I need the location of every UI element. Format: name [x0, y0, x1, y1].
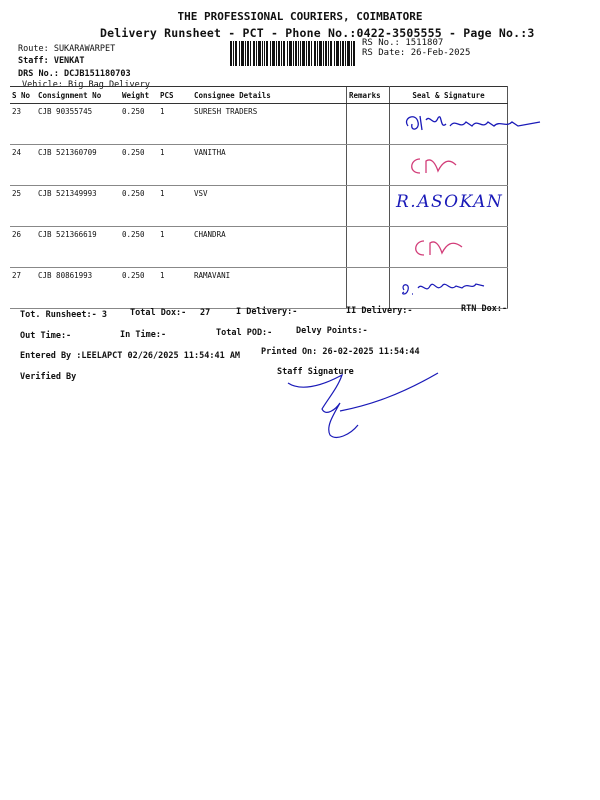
cell-weight: 0.250 — [120, 145, 158, 186]
company-title: THE PROFESSIONAL COURIERS, COIMBATORE — [177, 10, 423, 23]
signature-scribble-row23 — [390, 104, 560, 144]
cell-consignment: CJB 90355745 — [36, 104, 120, 145]
signature-scribble-row27 — [390, 268, 560, 308]
cell-consignment: CJB 521366619 — [36, 227, 120, 268]
printed-on: Printed On: 26-02-2025 11:54:44 — [261, 347, 420, 357]
cell-consignment: CJB 80861993 — [36, 268, 120, 309]
cell-consignee: VANITHA — [192, 145, 347, 186]
tot-runsheet: Tot. Runsheet:- 3 — [20, 310, 107, 320]
i-delivery-label: I Delivery:- — [236, 307, 298, 317]
cell-signature — [390, 186, 508, 227]
cell-sno: 26 — [10, 227, 36, 268]
cell-consignment: CJB 521360709 — [36, 145, 120, 186]
cell-remarks — [347, 227, 390, 268]
table-row — [10, 268, 508, 309]
staff-signature-scribble — [280, 365, 450, 455]
total-dox-label: Total Dox:- — [130, 308, 187, 318]
col-remarks: Remarks — [347, 87, 390, 104]
cell-pcs: 1 — [158, 227, 192, 268]
cell-sno: 27 — [10, 268, 36, 309]
col-consignee: Consignee Details — [192, 87, 347, 104]
entered-by: Entered By :LEELAPCT 02/26/2025 11:54:41 AM — [20, 351, 241, 361]
rs-number: RS No.: 1511807 — [362, 38, 444, 48]
cell-sno: 24 — [10, 145, 36, 186]
out-time-label: Out Time:- — [20, 331, 72, 341]
ii-delivery-label: II Delivery:- — [346, 306, 413, 316]
total-dox-value: 27 — [200, 308, 211, 318]
cell-remarks — [347, 268, 390, 309]
cell-consignee: CHANDRA — [192, 227, 347, 268]
rtn-dox-label: RTN Dox:- — [461, 304, 508, 314]
cell-signature — [390, 268, 508, 309]
cell-weight: 0.250 — [120, 268, 158, 309]
cell-signature — [390, 227, 508, 268]
cell-consignee: RAMAVANI — [192, 268, 347, 309]
table-row — [10, 186, 508, 227]
table-row — [10, 227, 508, 268]
cell-consignment: CJB 521349993 — [36, 186, 120, 227]
handwritten-name: R.ASOKAN — [396, 192, 504, 212]
staff-signature-label: Staff Signature — [277, 367, 354, 377]
cell-signature — [390, 145, 508, 186]
drs-label: DRS No.: DCJB151180703 — [18, 69, 131, 79]
cell-remarks — [347, 145, 390, 186]
staff-label: Staff: VENKAT — [18, 56, 85, 66]
cell-weight: 0.250 — [120, 104, 158, 145]
table-header-row — [10, 87, 508, 104]
verified-by: Verified By — [20, 372, 77, 382]
cell-weight: 0.250 — [120, 227, 158, 268]
cell-pcs: 1 — [158, 268, 192, 309]
runsheet-table — [10, 86, 508, 309]
rs-date: RS Date: 26-Feb-2025 — [362, 48, 471, 58]
table-row — [10, 104, 508, 145]
col-consignment: Consignment No — [36, 87, 120, 104]
cell-consignee: VSV — [192, 186, 347, 227]
signature-scribble-row24 — [390, 145, 560, 185]
cell-pcs: 1 — [158, 145, 192, 186]
cell-remarks — [347, 186, 390, 227]
cell-consignee: SURESH TRADERS — [192, 104, 347, 145]
cell-sno: 23 — [10, 104, 36, 145]
signature-scribble-row26 — [390, 227, 560, 267]
total-pod-label: Total POD:- — [216, 328, 273, 338]
cell-pcs: 1 — [158, 104, 192, 145]
cell-pcs: 1 — [158, 186, 192, 227]
col-pcs: PCS — [158, 87, 192, 104]
runsheet-subtitle: Delivery Runsheet - PCT - Phone No.:0422-3505555 - Page No.:3 — [100, 26, 535, 40]
cell-remarks — [347, 104, 390, 145]
in-time-label: In Time:- — [120, 330, 167, 340]
col-sno: S No — [10, 87, 36, 104]
vehicle-label: Vehicle: Big Bag Delivery — [22, 80, 150, 90]
table-row — [10, 145, 508, 186]
col-signature: Seal & Signature — [390, 87, 508, 104]
cell-signature — [390, 104, 508, 145]
cell-sno: 25 — [10, 186, 36, 227]
cell-weight: 0.250 — [120, 186, 158, 227]
barcode-image — [230, 41, 355, 66]
route-label: Route: SUKARAWARPET — [18, 44, 116, 54]
col-weight: Weight — [120, 87, 158, 104]
delvy-points-label: Delvy Points:- — [296, 326, 368, 336]
